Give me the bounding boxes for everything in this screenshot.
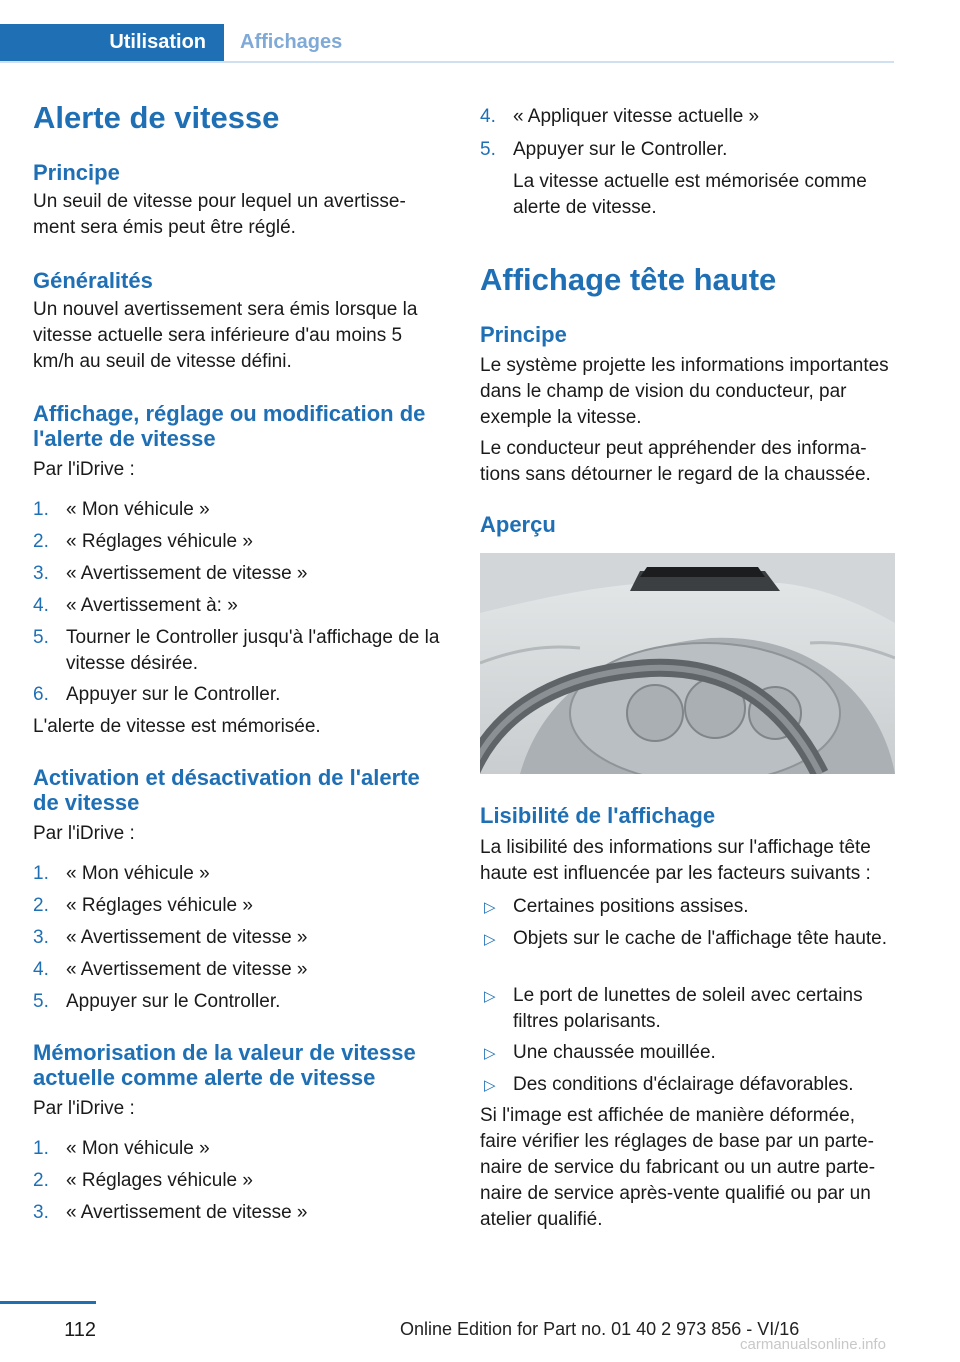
section-title-affichage-tete-haute: Affichage tête haute <box>480 262 777 297</box>
text-principe: Un seuil de vitesse pour lequel un avertissement sera émis peut être réglé. <box>33 191 406 238</box>
page-number: 112 <box>64 1319 96 1341</box>
heading-lisibilite: Lisibilité de l'affichage <box>480 803 716 828</box>
text-step-note: La vitesse actuelle est mémorisée comme alerte de vitesse. <box>513 171 867 218</box>
tab-utilisation[interactable]: Utilisation <box>0 24 224 61</box>
edition-note: Online Edition for Part no. 01 40 2 973 856 - VI/16 <box>400 1319 800 1339</box>
heading-apercu: Aperçu <box>480 512 556 537</box>
heading-principe: Principe <box>33 160 120 185</box>
text-generalites: Un nouvel avertissement sera émis lorsque la vitesse actuelle sera inférieure d'au moins 5 km/h au seuil de vitesse défini. <box>33 299 418 372</box>
text-memorisation-intro: Par l'iDrive : <box>33 1098 135 1119</box>
text-lisibilite-intro: La lisibilité des informations sur l'affichage tête haute est influencée par les facteurs suivants : <box>480 837 871 884</box>
section-title-alerte: Alerte de vitesse <box>33 100 280 135</box>
dashboard-drawing <box>480 553 895 774</box>
heading-activation: Activation et désactivation de l'alerte de vitesse <box>33 765 420 815</box>
heading-affichage: Affichage, réglage ou modification de l'alerte de vitesse <box>33 401 426 451</box>
text-affichage-outro: L'alerte de vitesse est mémorisée. <box>33 716 321 737</box>
tab-affichages[interactable]: Affichages <box>240 31 343 53</box>
text-lisibilite-outro: Si l'image est affichée de manière déformée, faire vérifier les réglages de base par un partenaire de service du fabricant ou un autre partenaire de service après-vente qualifié ou par un atelier qualifié. <box>480 1105 876 1230</box>
watermark: carmanualsonline.info <box>740 1336 886 1353</box>
header-divider <box>0 61 894 63</box>
text-principe-hud-1: Le système projette les informations importantes dans le champ de vision du conducteur, par exemple la vitesse. <box>480 355 889 428</box>
text-affichage-intro: Par l'iDrive : <box>33 459 135 480</box>
footer-accent-line <box>0 1301 96 1304</box>
heading-principe-hud: Principe <box>480 322 567 347</box>
heading-generalites: Généralités <box>33 268 153 293</box>
text-principe-hud-2: Le conducteur peut appréhender des informations sans détourner le regard de la chaussée. <box>480 438 871 485</box>
text-activation-intro: Par l'iDrive : <box>33 823 135 844</box>
heading-memorisation: Mémorisation de la valeur de vitesse actuelle comme alerte de vitesse <box>33 1040 416 1090</box>
head-up-display-illustration <box>480 553 895 774</box>
